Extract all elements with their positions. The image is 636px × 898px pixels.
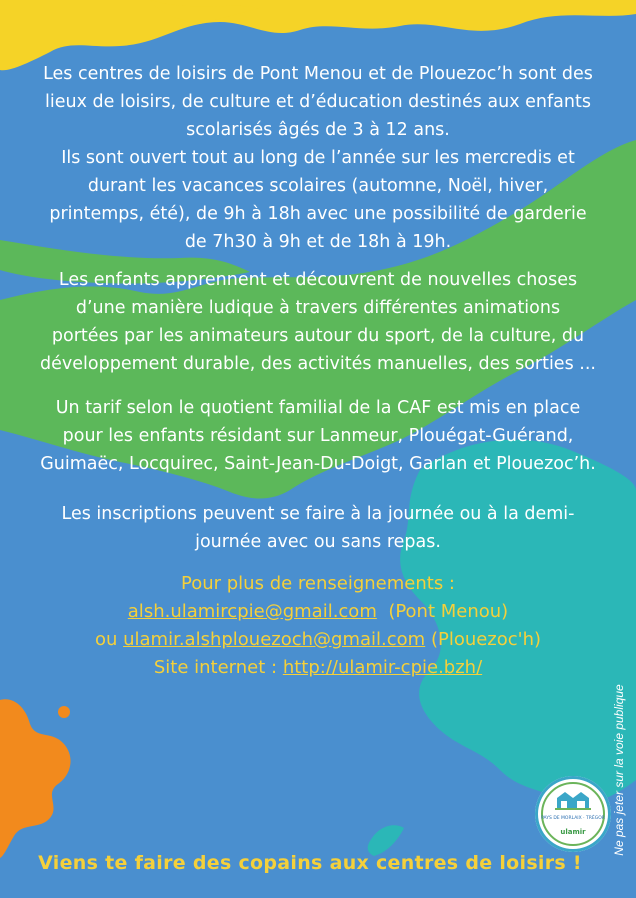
logo-caption: PAYS DE MORLAIX · TRÉGOR [541, 816, 605, 821]
email-place-pont-menou: (Pont Menou) [388, 601, 509, 622]
orange-splash [0, 699, 71, 858]
website-link[interactable]: http://ulamir-cpie.bzh/ [282, 657, 483, 678]
website-label: Site internet : [153, 657, 278, 678]
cpie-house-icon [553, 788, 593, 812]
email-place-plouezoch: (Plouezoc'h) [430, 629, 542, 650]
or-label: ou [94, 629, 118, 650]
email-link-pont-menou[interactable]: alsh.ulamircpie@gmail.com [127, 601, 377, 622]
ulamir-cpie-logo [535, 776, 611, 852]
email-link-plouezoch[interactable]: ulamir.alshplouezoch@gmail.com [123, 629, 426, 650]
contact-line-plouezoch [40, 626, 596, 654]
contact-heading: Pour plus de renseignements : [181, 573, 455, 594]
side-note: Ne pas jeter sur la voie publique [612, 684, 626, 856]
logo-brand: ulamir [560, 828, 586, 836]
slogan: Viens te faire des copains aux centres de loisirs ! [38, 852, 582, 874]
registration-paragraph: Les inscriptions peuvent se faire à la journée ou à la demi-journée avec ou sans repas. [61, 504, 575, 552]
opening-hours-paragraph: Ils sont ouvert tout au long de l’année sur les mercredis et durant les vacances scolaires (automne, Noël, hiver, printemps, été), de 9h à 18h avec une possibilité de garderie de 7h30 à 9h et de 18h à 19h. [49, 148, 587, 252]
main-text [40, 60, 596, 682]
website-line [40, 654, 596, 682]
activities-paragraph: Les enfants apprennent et découvrent de nouvelles choses d’une manière ludique à travers différentes animations portées par les animateurs autour du sport, de la culture, du développement durable, des activités manuelles, des sorties ... [40, 270, 596, 374]
contact-line-pont-menou [40, 598, 596, 626]
orange-drop [58, 706, 70, 718]
contact-info [40, 570, 596, 682]
pricing-paragraph: Un tarif selon le quotient familial de la CAF est mis en place pour les enfants résidant sur Lanmeur, Plouégat-Guérand, Guimaëc, Locquirec, Saint-Jean-Du-Doigt, Garlan et Plouezoc’h. [40, 398, 596, 474]
intro-paragraph: Les centres de loisirs de Pont Menou et de Plouezoc’h sont des lieux de loisirs, de culture et d’éducation destinés aux enfants scolarisés âgés de 3 à 12 ans. [43, 64, 593, 140]
